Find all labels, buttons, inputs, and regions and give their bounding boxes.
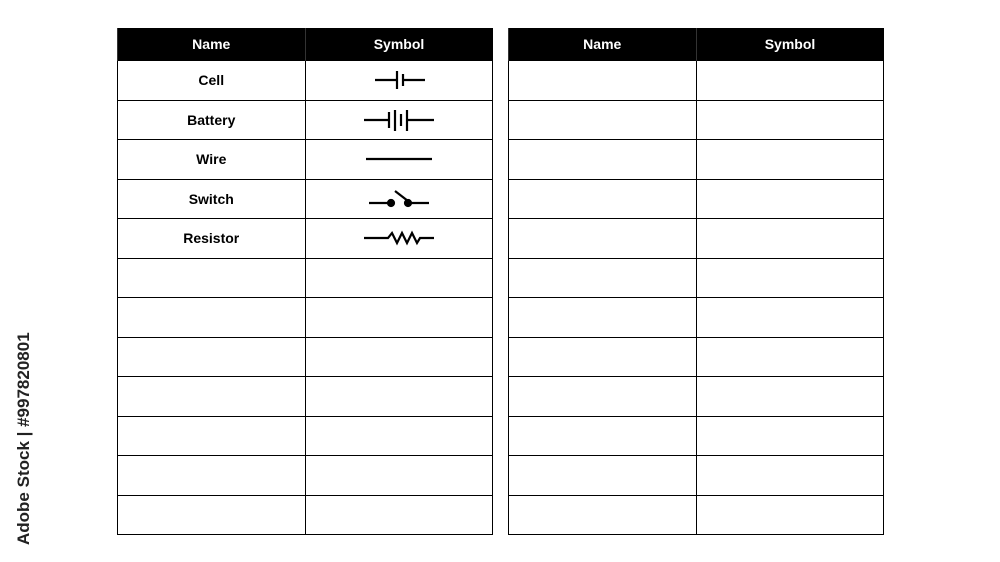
- empty-name-cell: [509, 456, 697, 496]
- empty-symbol-cell: [696, 140, 884, 180]
- empty-name-cell: [509, 219, 697, 259]
- empty-name-cell: [118, 377, 306, 417]
- empty-name-cell: [509, 377, 697, 417]
- table-row: [509, 140, 884, 180]
- empty-name-cell: [509, 298, 697, 338]
- watermark: Adobe Stock | #997820801: [14, 332, 33, 545]
- empty-symbol-cell: [305, 258, 493, 298]
- empty-name-cell: [509, 416, 697, 456]
- wire-symbol-icon: [305, 140, 493, 180]
- table-row: [509, 298, 884, 338]
- table-row: [118, 100, 493, 140]
- table-row: [118, 140, 493, 180]
- empty-name-cell: [509, 337, 697, 377]
- table-row: [118, 416, 493, 456]
- table-row: [118, 377, 493, 417]
- empty-symbol-cell: [305, 456, 493, 496]
- empty-symbol-cell: [696, 416, 884, 456]
- empty-symbol-cell: [696, 337, 884, 377]
- empty-name-cell: [118, 298, 306, 338]
- name-cell: Cell: [118, 61, 306, 101]
- table-row: [118, 219, 493, 259]
- table-row: [118, 495, 493, 535]
- empty-symbol-cell: [696, 219, 884, 259]
- symbols-table-blank: [508, 28, 884, 535]
- symbols-table-filled: [117, 28, 493, 535]
- empty-symbol-cell: [305, 298, 493, 338]
- empty-symbol-cell: [305, 416, 493, 456]
- table-row: [118, 258, 493, 298]
- switch-symbol-icon: [305, 179, 493, 219]
- empty-symbol-cell: [696, 495, 884, 535]
- table-row: [509, 495, 884, 535]
- empty-symbol-cell: [305, 337, 493, 377]
- header-name: Name: [509, 28, 697, 61]
- empty-symbol-cell: [305, 495, 493, 535]
- table-row: [509, 179, 884, 219]
- empty-symbol-cell: [696, 377, 884, 417]
- table-row: [118, 61, 493, 101]
- empty-name-cell: [509, 258, 697, 298]
- empty-name-cell: [509, 179, 697, 219]
- table-row: [509, 258, 884, 298]
- empty-symbol-cell: [305, 377, 493, 417]
- table-row: [118, 456, 493, 496]
- empty-name-cell: [118, 416, 306, 456]
- table-row: [509, 416, 884, 456]
- table-row: [509, 100, 884, 140]
- empty-symbol-cell: [696, 258, 884, 298]
- table-row: [118, 337, 493, 377]
- table-row: [118, 179, 493, 219]
- empty-symbol-cell: [696, 298, 884, 338]
- name-cell: Switch: [118, 179, 306, 219]
- table-row: [509, 377, 884, 417]
- header-symbol: Symbol: [305, 28, 493, 61]
- name-cell: Resistor: [118, 219, 306, 259]
- resistor-symbol-icon: [305, 219, 493, 259]
- empty-name-cell: [509, 495, 697, 535]
- empty-name-cell: [118, 258, 306, 298]
- empty-name-cell: [509, 140, 697, 180]
- empty-name-cell: [118, 337, 306, 377]
- empty-symbol-cell: [696, 179, 884, 219]
- cell-symbol-icon: [305, 61, 493, 101]
- empty-name-cell: [118, 495, 306, 535]
- name-cell: Wire: [118, 140, 306, 180]
- table-row: [509, 456, 884, 496]
- name-cell: Battery: [118, 100, 306, 140]
- empty-name-cell: [509, 61, 697, 101]
- table-row: [509, 219, 884, 259]
- table-row: [509, 337, 884, 377]
- empty-symbol-cell: [696, 456, 884, 496]
- empty-name-cell: [509, 100, 697, 140]
- header-name: Name: [118, 28, 306, 61]
- header-symbol: Symbol: [696, 28, 884, 61]
- table-row: [118, 298, 493, 338]
- empty-symbol-cell: [696, 100, 884, 140]
- battery-symbol-icon: [305, 100, 493, 140]
- empty-symbol-cell: [696, 61, 884, 101]
- empty-name-cell: [118, 456, 306, 496]
- table-row: [509, 61, 884, 101]
